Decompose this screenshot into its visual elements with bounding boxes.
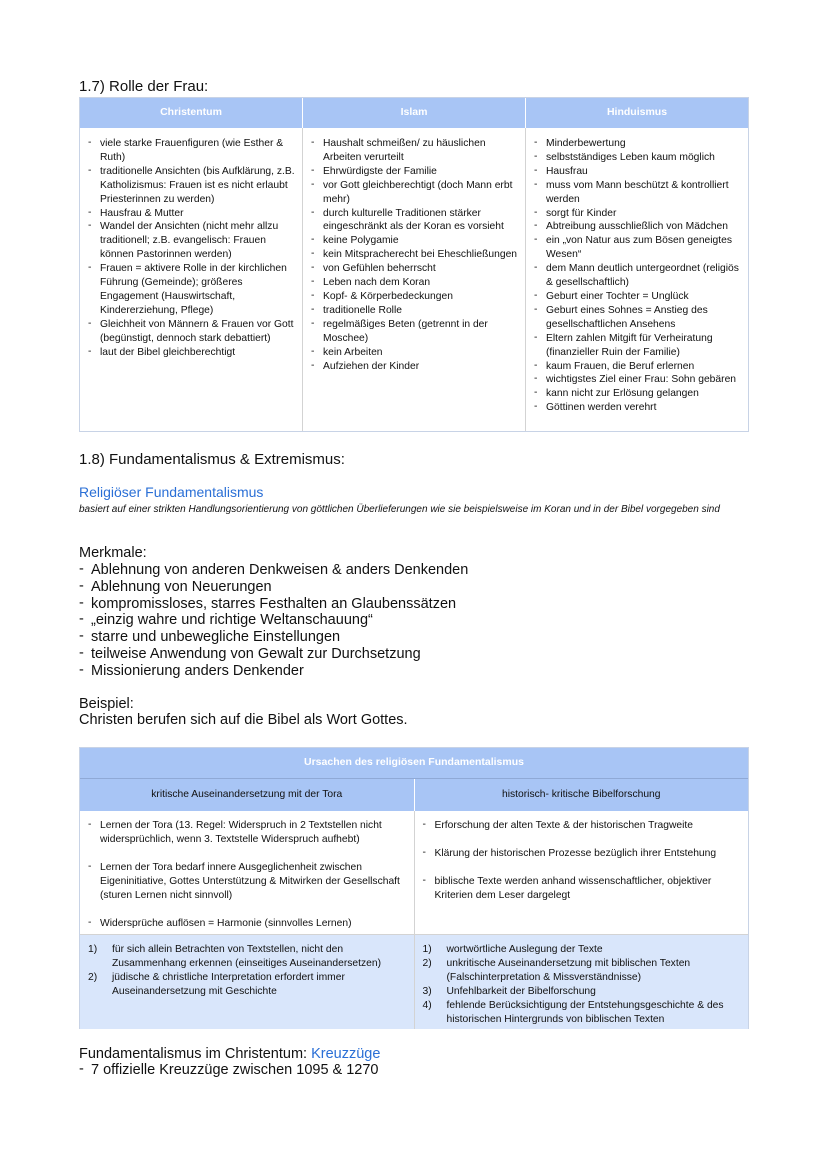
list-item: - von Gefühlen beherrscht [311,262,519,276]
list-item: - viele starke Frauenfiguren (wie Esther & Ruth) [88,137,296,165]
list-item: - keine Polygamie [311,234,519,248]
list-number: 1) [422,944,432,955]
list-item: - Aufziehen der Kinder [311,360,519,374]
cell-bibel-points [415,811,749,935]
table-row [80,935,748,1029]
women-role-table [79,97,749,432]
header-hinduismus: Hinduismus [606,106,668,118]
list-item: - dem Mann deutlich untergeordnet (religiös & gesellschaftlich) [534,262,742,290]
list-item [423,999,741,1027]
header-islam: Islam [303,98,526,128]
list-item: - muss vom Mann beschützt & kontrolliert werden [534,179,742,207]
table-body-row [80,128,748,431]
list-item: - Lernen der Tora (13. Regel: Widerspruch in 2 Textstellen nicht widersprüchlich, wenn 3. Textstelle Widerspruch aufhebt) [88,819,406,847]
causes-table [79,747,749,1029]
definition-title: Religiöser Fundamentalismus [79,484,264,500]
list-item: - ein „von Natur aus zum Bösen geneigtes Wesen“ [534,234,742,262]
list-item: - Ehrwürdigste der Familie [311,165,519,179]
list-item: - Gleichheit von Männern & Frauen vor Gott (begünstigt, dennoch stark debattiert) [88,318,296,346]
table-header-row [80,98,748,128]
list-item: - selbstständiges Leben kaum möglich [534,151,742,165]
list-item: - Hausfrau & Mutter [88,207,296,221]
causes-table-title: Ursachen des religiösen Fundamentalismus [80,748,748,779]
list-item [423,943,741,957]
column-christentum [80,128,303,431]
list-item: - vor Gott gleichberechtigt (doch Mann erbt mehr) [311,179,519,207]
header-christentum: Christentum [80,98,303,128]
list-number: 2) [88,972,98,983]
list-text: fehlende Berücksichtigung der Entstehungsgeschichte & des historischen Hintergrunds von biblischen Texten [446,1000,724,1025]
cell-bibel-numbered [415,935,749,1029]
list-text: Unfehlbarkeit der Bibelforschung [446,986,596,997]
merkmale-list [79,562,468,680]
list-item: - Missionierung anders Denkender [79,663,468,680]
kreuzzuege-link[interactable]: Kreuzzüge [311,1046,381,1062]
kreuzzuege-list [79,1062,379,1078]
list-item: - Lernen der Tora bedarf innere Ausgeglichenheit zwischen Eigeninitiative, Gottes Unterstützung & Mitwirken der Gesellschaft (sturen Lernen nicht sinnvoll) [88,861,406,903]
list-item: - 7 offizielle Kreuzzüge zwischen 1095 & 1270 [79,1062,379,1078]
subheader-bibelforschung: historisch- kritische Bibelforschung [501,789,661,800]
cell-tora-numbered [80,935,415,1029]
list-item: - Leben nach dem Koran [311,276,519,290]
list-item: - Wandel der Ansichten (nicht mehr allzu traditionell; z.B. evangelisch: Frauen können Pastorinnen werden) [88,220,296,262]
merkmale-title: Merkmale: [79,545,147,561]
list-item: - starre und unbewegliche Einstellungen [79,629,468,646]
list-item [423,957,741,985]
list-text: für sich allein Betrachten von Textstellen, nicht den Zusammenhang erkennen (einseitiges Auseinandersetzen) [112,944,382,969]
table-row [80,811,748,935]
list-item: - Geburt eines Sohnes = Anstieg des gesellschaftlichen Ansehens [534,304,742,332]
list-item: - Geburt einer Tochter = Unglück [534,290,742,304]
column-hinduismus [526,128,748,431]
list-item: - Minderbewertung [534,137,742,151]
list-item: - wichtigstes Ziel einer Frau: Sohn gebären [534,373,742,387]
list-text: wortwörtliche Auslegung der Texte [446,944,603,955]
list-item: - traditionelle Rolle [311,304,519,318]
list-item: - Göttinen werden verehrt [534,401,742,415]
list-item: - kein Mitspracherecht bei Eheschließungen [311,248,519,262]
definition-text: basiert auf einer strikten Handlungsorientierung von göttlichen Überlieferungen wie sie beispielsweise im Koran und in der Bibel vorgegeben sind [79,504,720,515]
list-item: - Erforschung der alten Texte & der historischen Tragweite [423,819,741,833]
subheader-tora: kritische Auseinandersetzung mit der Tora [80,779,415,811]
column-islam [303,128,526,431]
list-item: - biblische Texte werden anhand wissenschaftlicher, objektiver Kriterien dem Leser dargelegt [423,875,741,903]
list-item: - kein Arbeiten [311,346,519,360]
list-number: 1) [88,944,98,955]
list-text: jüdische & christliche Interpretation erfordert immer Auseinandersetzung mit Geschichte [112,972,345,997]
list-item: - Haushalt schmeißen/ zu häuslichen Arbeiten verurteilt [311,137,519,165]
list-item [423,985,741,999]
list-item [88,971,406,999]
section-heading-fundamentalismus: 1.8) Fundamentalismus & Extremismus: [79,451,345,468]
beispiel-text: Christen berufen sich auf die Bibel als Wort Gottes. [79,712,408,728]
cell-tora-points [80,811,415,935]
list-number: 3) [422,986,432,997]
list-number: 4) [422,1000,432,1011]
list-item: - Kopf- & Körperbedeckungen [311,290,519,304]
list-item: - kann nicht zur Erlösung gelangen [534,387,742,401]
list-item [88,943,406,971]
list-item: - teilweise Anwendung von Gewalt zur Durchsetzung [79,646,468,663]
list-item: - laut der Bibel gleichberechtigt [88,346,296,360]
list-item: - Eltern zahlen Mitgift für Verheiratung (finanzieller Ruin der Familie) [534,332,742,360]
list-item: - traditionelle Ansichten (bis Aufklärung, z.B. Katholizismus: Frauen ist es nicht erlaubt Priesterinnen zu werden) [88,165,296,207]
list-item: - „einzig wahre und richtige Weltanschauung“ [79,612,468,629]
list-item: - Frauen = aktivere Rolle in der kirchlichen Führung (Gemeinde); größeres Engagement (Hauswirtschaft, Kindererziehung, Pflege) [88,262,296,318]
list-item: - Klärung der historischen Prozesse bezüglich ihrer Entstehung [423,847,741,861]
beispiel-title: Beispiel: [79,696,134,712]
list-text: unkritische Auseinandersetzung mit biblischen Texten (Falschinterpretation & Missverständnisse) [446,958,691,983]
christentum-heading-text: Fundamentalismus im Christentum: [79,1046,312,1062]
list-item: - Ablehnung von anderen Denkweisen & anders Denkenden [79,562,468,579]
list-item: - Widersprüche auflösen = Harmonie (sinnvolles Lernen) [88,917,406,931]
list-item: - sorgt für Kinder [534,207,742,221]
list-item: - kaum Frauen, die Beruf erlernen [534,360,742,374]
christentum-heading [79,1046,380,1062]
list-item: - regelmäßiges Beten (getrennt in der Moschee) [311,318,519,346]
list-item: - Abtreibung ausschließlich von Mädchen [534,220,742,234]
list-item: - Ablehnung von Neuerungen [79,579,468,596]
list-item: - Hausfrau [534,165,742,179]
list-item: - kompromissloses, starres Festhalten an Glaubenssätzen [79,596,468,613]
section-heading-rolle-der-frau: 1.7) Rolle der Frau: [79,78,209,95]
causes-table-subheader [80,779,748,811]
list-number: 2) [422,958,432,969]
list-item: - durch kulturelle Traditionen stärker eingeschränkt als der Koran es vorsieht [311,207,519,235]
